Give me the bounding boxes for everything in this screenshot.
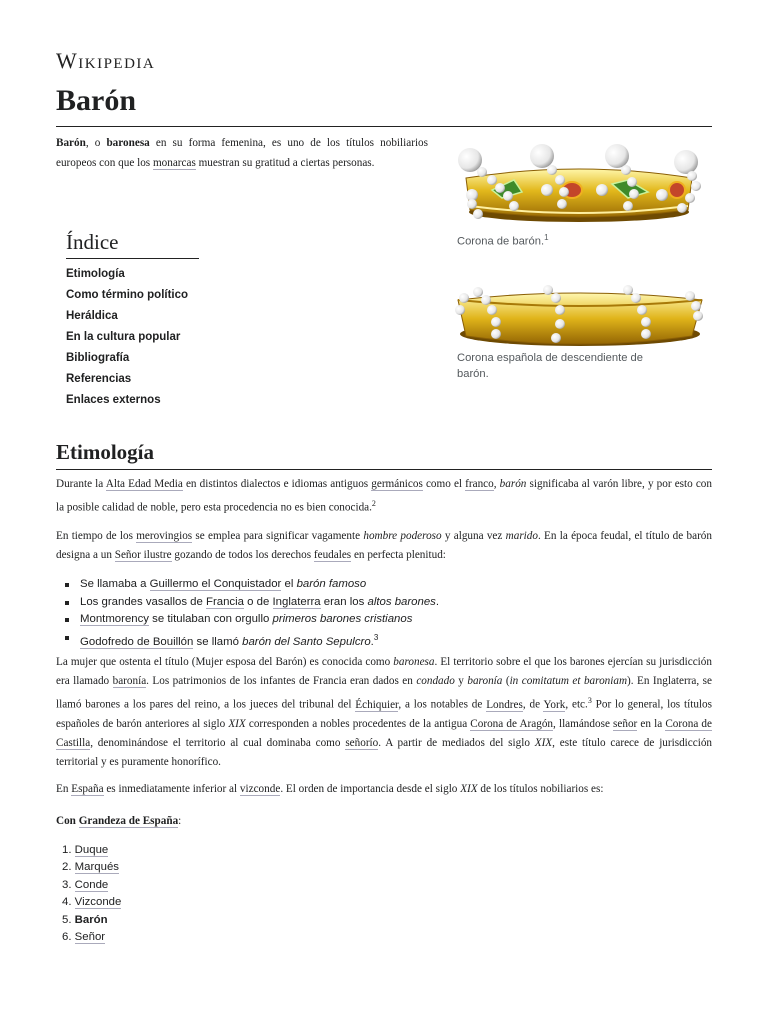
footnote-ref[interactable]: 3 [587, 696, 592, 705]
link-montmorency[interactable]: Montmorency [80, 613, 150, 626]
baron-coronet-image[interactable] [452, 140, 712, 228]
link-marques[interactable]: Marqués [74, 861, 119, 874]
link-corona-aragon[interactable]: Corona de Aragón [470, 717, 554, 730]
footnote-ref[interactable]: 2 [371, 499, 376, 508]
link-godofredo[interactable]: Godofredo de Bouillón [80, 635, 194, 648]
section-heading-etimologia: Etimología [56, 440, 154, 464]
toc-item-cultura-popular[interactable]: En la cultura popular [66, 331, 181, 343]
figure-caption-1: Corona de barón.$^1$ [457, 233, 549, 248]
link-duque[interactable]: Duque [74, 844, 109, 856]
link-feudales[interactable]: feudales [313, 549, 352, 561]
current-title-baron: Barón [74, 913, 108, 926]
page-title: Barón [56, 84, 137, 117]
toc-item-heraldica[interactable]: Heráldica [66, 310, 118, 322]
link-francia[interactable]: Francia [206, 595, 244, 608]
link-corona-castilla[interactable]: Corona de Castilla [56, 717, 712, 749]
link-vizconde[interactable]: vizconde [239, 783, 281, 795]
link-york[interactable]: York [543, 698, 566, 711]
list-item: Godofredo de Bouillón se llamó barón del Santo Sepulcro.$^3$ [62, 629, 439, 651]
link-espana[interactable]: España [71, 783, 104, 795]
section-divider [56, 469, 712, 470]
link-germanicos[interactable]: germánicos [371, 478, 423, 490]
link-alta-edad-media[interactable]: Alta Edad Media [105, 478, 183, 490]
etimologia-paragraph-4: En España es inmediatamente inferior al vizconde. El orden de importancia desde el siglo XIX de los títulos nobiliarios es: [56, 783, 604, 795]
toc-title: Índice [66, 230, 119, 254]
list-item: 6. Señor [62, 931, 106, 944]
link-franco[interactable]: franco [465, 478, 494, 490]
link-senor-ilustre[interactable]: Señor ilustre [114, 549, 172, 561]
footnote-ref[interactable]: 1 [544, 233, 549, 242]
link-vizconde-rank[interactable]: Vizconde [74, 896, 122, 909]
list-item: 1. Duque [62, 844, 109, 856]
link-merovingios[interactable]: merovingios [136, 530, 193, 542]
footnote-ref[interactable]: 3 [373, 632, 379, 642]
term-baronesa: baronesa [106, 137, 150, 149]
link-grandeza-espana[interactable]: Grandeza de España [78, 815, 179, 827]
toc-item-enlaces-externos[interactable]: Enlaces externos [66, 394, 161, 406]
etimologia-paragraph-3: La mujer que ostenta el título (Mujer esposa del Barón) es conocida como baronesa. El territorio sobre el que los barones ejercían su jurisdicción era llamado baronía. Los patrimonios de los infantes de Francia eran dados en condado y baronía (in comitatum et baroniam). En Inglaterra, se llamó barones a los pares del reino, a los jueces del tribunal del Échiquier, a los notables de Londres, de York, etc.$^3$ Por lo general, los títulos españoles de barón anteriores al siglo XIX corresponden a nobles procedentes de la antigua Corona de Aragón, llamándose señor en la Corona de Castilla, denominándose el territorio al cual dominaba como señorío. A partir de mediados del siglo XIX, este título carece de jurisdicción territorial y es puramente honorífico. [56, 656, 713, 768]
list-item: 3. Conde [62, 878, 109, 891]
link-monarcas[interactable]: monarcas [152, 157, 196, 169]
list-item: 5. Barón [62, 913, 108, 926]
list-item: 4. Vizconde [62, 896, 122, 909]
toc-item-referencias[interactable]: Referencias [66, 373, 132, 385]
baron-examples-list [62, 576, 439, 651]
link-londres[interactable]: Londres [486, 698, 523, 711]
term-baron: Barón [56, 137, 86, 149]
title-divider [56, 126, 712, 127]
list-item: Se llamaba a Guillermo el Conquistador el barón famoso [62, 576, 439, 594]
noble-titles-ranking [62, 842, 121, 946]
list-item: Montmorency se titulaban con orgullo primeros barones cristianos [62, 611, 439, 629]
figure-caption-2: Corona española de descendiente de barón. [457, 352, 643, 380]
list-item: 2. Marqués [62, 861, 119, 874]
link-senorio[interactable]: señorío [345, 736, 379, 749]
link-conde[interactable]: Conde [74, 878, 109, 891]
toc-divider [66, 258, 199, 259]
link-baronia[interactable]: baronía [112, 675, 147, 687]
etimologia-paragraph-1: Durante la Alta Edad Media en distintos dialectos e idiomas antiguos germánicos como el franco, barón significaba al varón libre, y por esto con la posible calidad de noble, pero esta procedencia no es bien conocida.$^2$ [56, 478, 712, 514]
link-inglaterra[interactable]: Inglaterra [272, 595, 321, 608]
spanish-coronet-image[interactable] [452, 282, 712, 352]
toc-item-etimologia[interactable]: Etimología [66, 268, 125, 280]
etimologia-paragraph-2: En tiempo de los merovingios se emplea para significar vagamente hombre poderoso y alguna vez marido. En la época feudal, el título de barón designa a un Señor ilustre gozando de todos los derechos feudales en perfecta plenitud: [56, 530, 712, 561]
toc-item-termino-politico[interactable]: Como término político [66, 289, 189, 301]
link-echiquier[interactable]: Échiquier [355, 698, 399, 711]
intro-paragraph: Barón, o baronesa en su forma femenina, es uno de los títulos nobiliarios europeos con que los monarcas muestran su gratitud a ciertas personas. [56, 137, 428, 169]
link-guillermo[interactable]: Guillermo el Conquistador [149, 578, 282, 590]
link-senor-rank[interactable]: Señor [74, 931, 106, 944]
toc-item-bibliografia[interactable]: Bibliografía [66, 352, 130, 364]
grandeza-label: Con Grandeza de España: [56, 815, 182, 827]
link-senor[interactable]: señor [613, 717, 638, 730]
list-item: Los grandes vasallos de Francia o de Inglaterra eran los altos barones. [62, 594, 439, 612]
wikipedia-logo[interactable]: Wikipedia [56, 48, 156, 73]
